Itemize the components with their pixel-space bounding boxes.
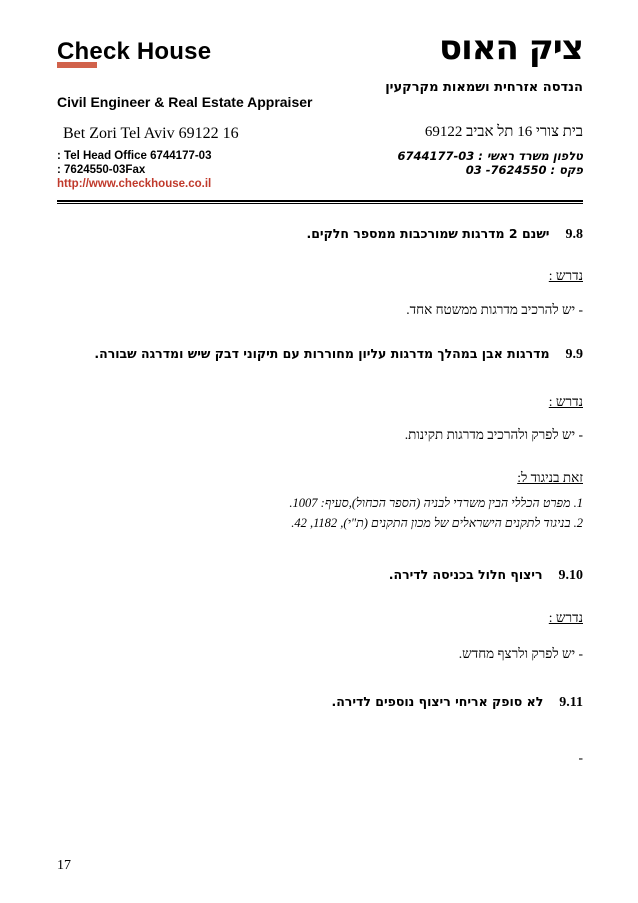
brand-name-he: ציק האוס (439, 28, 583, 68)
fax-en: : 7624550-03Fax (57, 164, 146, 176)
section-number: 9.9 (565, 347, 583, 362)
section-title (94, 346, 583, 363)
section-number: 9.11 (559, 695, 583, 710)
section-heading: ישנם 2 מדרגות שמורכבות ממספר חלקים. (306, 226, 550, 241)
address-he: בית צורי 16 תל אביב 69122 (424, 124, 583, 140)
section-heading: לא סופק אריחי ריצוף נוספים לדירה. (331, 694, 544, 709)
section-title (331, 694, 583, 711)
required-label: נדרש : (548, 610, 583, 625)
required-label: נדרש : (548, 394, 583, 409)
website-link[interactable]: http://www.checkhouse.co.il (57, 178, 212, 190)
section-number: 9.8 (565, 227, 583, 242)
reference-item: 1. מפרט הכללי הבין משרדי לבניה (הספר הכחול),סעיף: 1007. (289, 496, 583, 510)
section-title (306, 226, 583, 243)
page-number: 17 (57, 858, 71, 873)
required-action: - יש להרכיב מדרגות ממשטח אחד. (406, 302, 583, 317)
header-divider (57, 200, 583, 204)
brand-name-en: Check House (57, 38, 212, 65)
required-action: - (578, 750, 583, 765)
address-en: Bet Zori Tel Aviv 69122 16 (63, 125, 239, 142)
required-action: - יש לפרק ולהרכיב מדרגות תקינות. (404, 427, 583, 442)
section-title (389, 567, 583, 584)
section-heading: ריצוף חלול בכניסה לדירה. (388, 567, 543, 582)
phone-en: : Tel Head Office 6744177-03 (57, 150, 212, 162)
subtitle-he: הנדסה אזרחית ושמאות מקרקעין (385, 80, 583, 95)
section-heading: מדרגות אבן במהלך מדרגות עליון מחוררות עם תיקוני דבק שיש ומדרגה שבורה. (94, 346, 550, 361)
reference-item: 2. בניגוד לתקנים הישראלים של מכון התקנים (ת"י), 1182, 42. (291, 516, 583, 530)
fax-he: פקס : 7624550- 03 (465, 163, 583, 177)
phone-he: טלפון משרד ראשי : 6744177-03 (397, 149, 583, 163)
contradiction-label: זאת בניגוד ל: (517, 470, 583, 485)
required-action: - יש לפרק ולרצף מחדש. (458, 646, 583, 661)
subtitle-en: Civil Engineer & Real Estate Appraiser (57, 94, 313, 110)
section-number: 9.10 (558, 568, 583, 583)
required-label: נדרש : (548, 268, 583, 283)
